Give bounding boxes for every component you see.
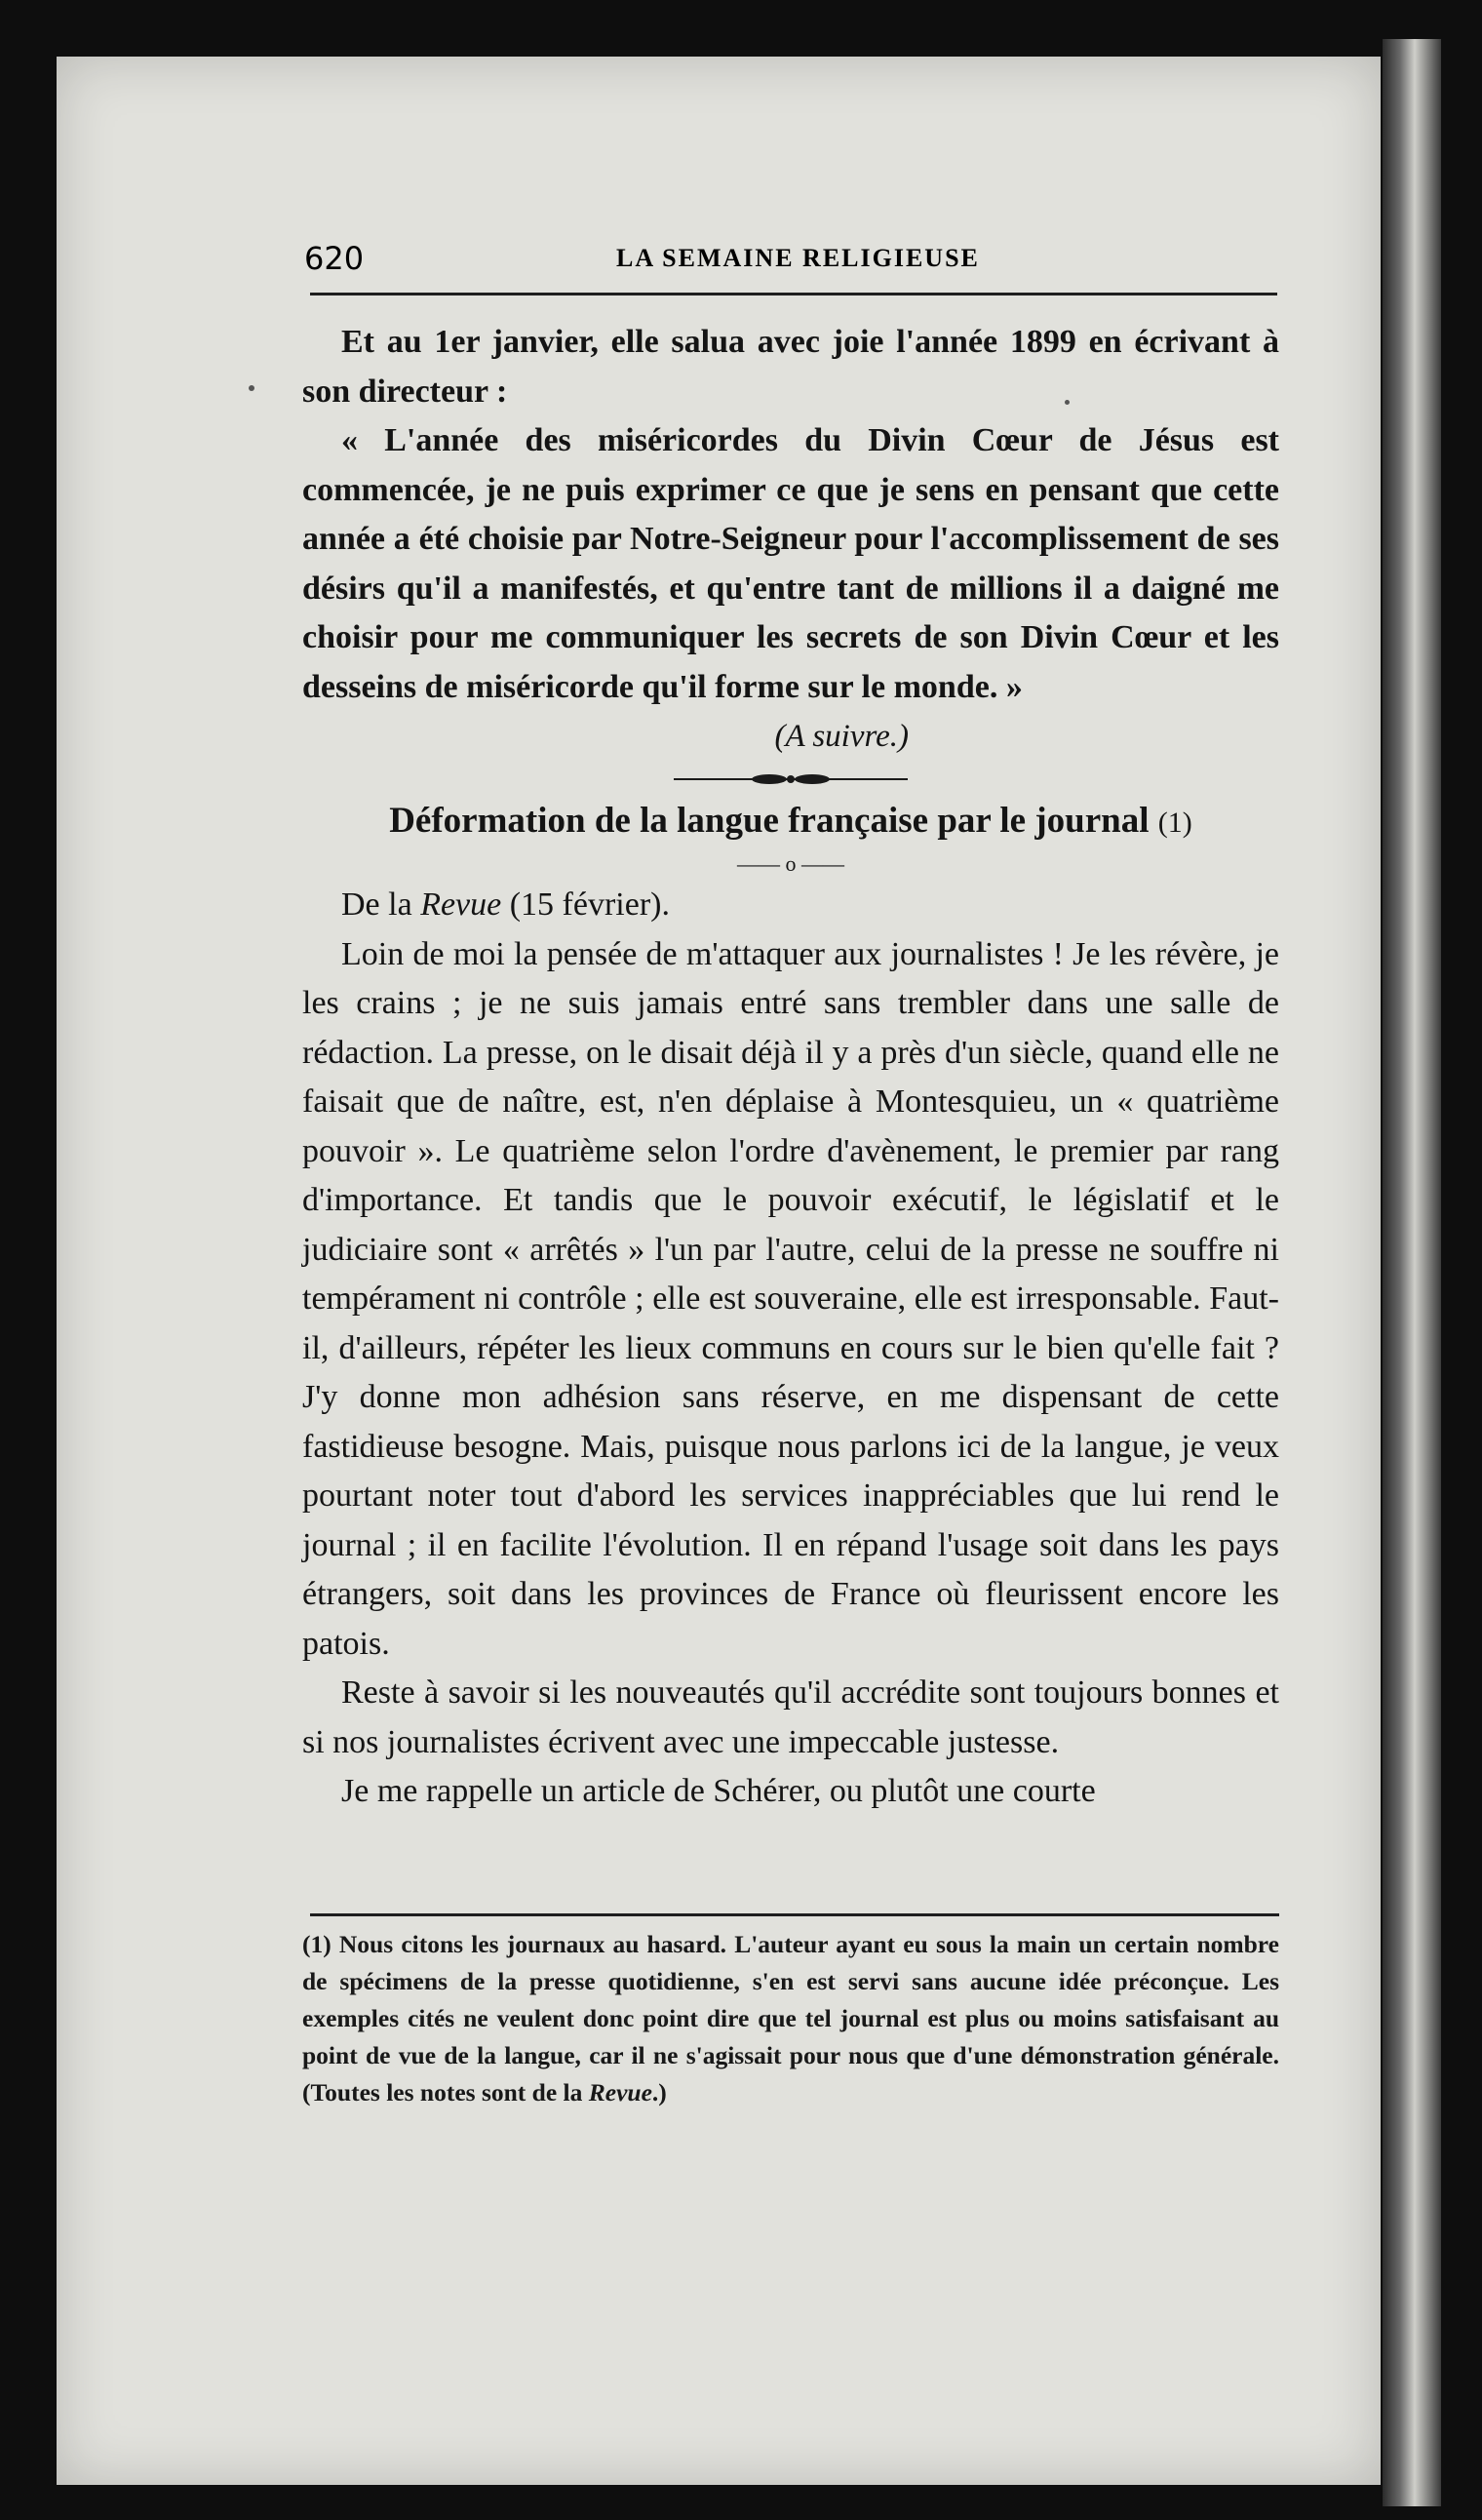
title-footnote-ref: (1)	[1157, 806, 1192, 839]
a-suivre: (A suivre.)	[774, 719, 909, 754]
running-title: LA SEMAINE RELIGIEUSE	[616, 244, 980, 272]
footnote-rule	[310, 1913, 1279, 1916]
source-prefix: De la	[341, 886, 421, 923]
page-number: 620	[304, 240, 365, 277]
paragraph-1: Et au 1er janvier, elle salua avec joie l'année 1899 en écrivant à son directeur :	[302, 324, 1279, 410]
book-binding	[1383, 39, 1441, 2506]
paragraph-4: Reste à savoir si les nouveautés qu'il accrédite sont toujours bonnes et si nos journalistes écrivent avec une impeccable justesse.	[302, 1674, 1279, 1760]
header-rule	[310, 293, 1277, 295]
article-title	[302, 797, 1279, 848]
paragraph-3: Loin de moi la pensée de m'attaquer aux journalistes ! Je les révère, je les crains ; je ne suis jamais entré sans trembler dans une salle de rédaction. La presse, on le disait déjà il y a près d'un siècle, quand elle ne faisait que de naître, est, n'en déplaise à Montesquieu, un « quatrième pouvoir ». Le quatrième selon l'ordre d'avènement, le premier par rang d'importance. Et tandis que le pouvoir exécutif, le législatif et le judiciaire sont « arrêtés » l'un par l'autre, celui de la presse ne souffre ni tempérament ni contrôle ; elle est souveraine, elle est irresponsable. Faut-il, d'ailleurs, répéter les lieux communs en cours sur le bien qu'elle fait ? J'y donne mon adhésion sans réserve, en me dispensant de cette fastidieuse besogne. Mais, puisque nous parlons ici de la langue, je veux pourtant noter tout d'abord les services inappréciables que lui rend le journal ; il en facilite l'évolution. Il en répand l'usage soit dans les pays étrangers, soit dans les provinces de France où fleurissent encore les patois.	[302, 935, 1279, 1662]
source-suffix: (15 février).	[501, 886, 670, 923]
page-header	[246, 240, 1277, 289]
dust-speck	[1065, 400, 1070, 405]
dust-speck	[249, 385, 254, 391]
footnote-revue: Revue	[588, 2078, 652, 2107]
source-revue: Revue	[420, 886, 502, 923]
paragraph-2-quote: « L'année des miséricordes du Divin Cœur de Jésus est commencée, je ne puis exprimer ce que je sens en pensant que cette année a été choisie par Notre-Seigneur pour l'accomplissement de ses désirs qu'il a manifestés, et qu'entre tant de millions il a daigné me choisir pour me communiquer les secrets de son Divin Cœur et les desseins de miséricorde qu'il forme sur le monde. »	[302, 422, 1279, 705]
article-title-text: Déformation de la langue française par le journal	[389, 800, 1150, 841]
source-line	[302, 881, 1279, 930]
footnote-text: (1) Nous citons les journaux au hasard. L'auteur ayant eu sous la main un certain nombre de spécimens de la presse quotidienne, s'en est servi sans aucune idée préconçue. Les exemples cités ne veulent donc point dire que tel journal est plus ou moins satisfaisant au point de vue de la langue, car il ne s'agissait pour nous que d'une démonstration générale. (Toutes les notes sont de la	[302, 1930, 1279, 2107]
footnote-end: .)	[651, 2078, 667, 2107]
section-ornament	[302, 762, 1279, 797]
small-ornament: —— o ——	[737, 851, 844, 876]
main-text	[302, 318, 1279, 1817]
footnote	[302, 1926, 1279, 2111]
paragraph-5: Je me rappelle un article de Schérer, ou plutôt une courte	[341, 1773, 1096, 1809]
